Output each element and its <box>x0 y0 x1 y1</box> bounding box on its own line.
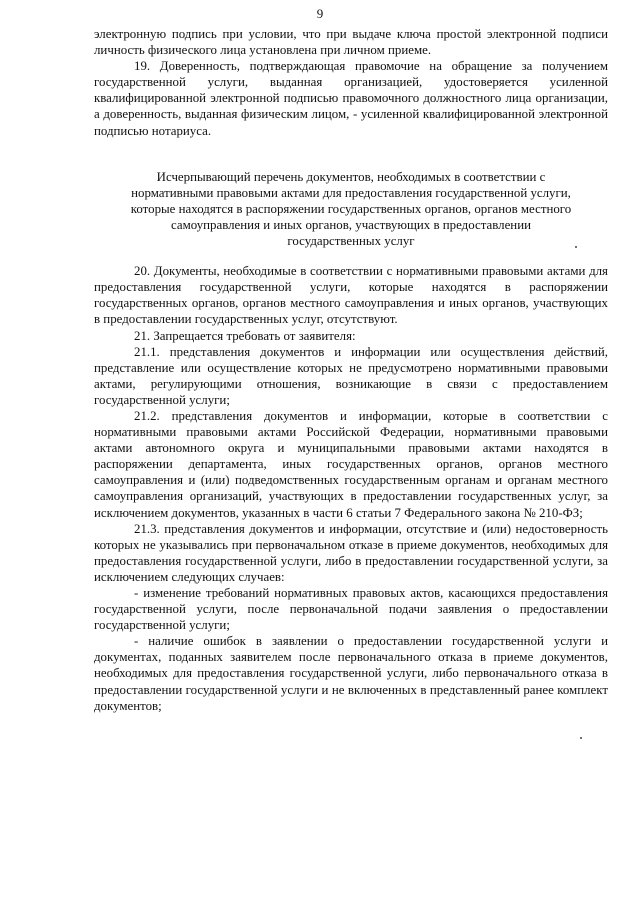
section-heading-line: Исчерпывающий перечень документов, необходимых в соответствии с <box>156 169 546 184</box>
scan-speck <box>580 737 582 739</box>
section-heading-line: которые находятся в распоряжении государственных органов, органов местного <box>130 201 572 216</box>
section-heading <box>94 169 608 249</box>
section-heading-line: самоуправления и иных органов, участвующих в предоставлении <box>170 217 531 232</box>
section-heading-line: государственных услуг <box>287 234 415 249</box>
paragraph-21-1: 21.1. представления документов и информации или осуществления действий, представление или осуществление которых не предусмотрено нормативными правовыми актами, регулирующими отношения, возникающие в связи с предоставлением государственной услуги; <box>94 344 608 407</box>
paragraph-21-2: 21.2. представления документов и информации, которые в соответствии с нормативными правовыми актами Российской Федерации, нормативными правовыми актами автономного округа и муниципальными правовыми актами находятся в распоряжении департамента, иных государственных органов, органов местного самоуправления и (или) подведомственных государственным органам и органам местного самоуправления организаций, участвующих в предоставлении государственных услуг, за исключением документов, указанных в части 6 статьи 7 Федерального закона № 210-ФЗ; <box>94 408 608 520</box>
paragraph-20: 20. Документы, необходимые в соответствии с нормативными правовыми актами для предоставления государственной услуги, которые находятся в распоряжении государственных органов, органов местного самоуправления и иных органов, участвующих в предоставлении государственных услуг, отсутствуют. <box>94 264 608 327</box>
section-heading-line: нормативными правовыми актами для предоставления государственной услуги, <box>131 185 571 200</box>
page-number: 9 <box>316 6 324 21</box>
scan-speck <box>575 246 577 248</box>
list-item-errors-in-application: - наличие ошибок в заявлении о предоставлении государственной услуги и документах, поданных заявителем после первоначального отказа в приеме документов, необходимых для предоставления государственной услуги, либо первоначального отказа в предоставлении государственной услуги и не включенных в представленный ранее комплект документов; <box>94 634 608 713</box>
paragraph-21-3: 21.3. представления документов и информации, отсутствие и (или) недостоверность которых не указывались при первоначальном отказе в приеме документов, необходимых для предоставления государственной услуги, либо в предоставлении государственной услуги, за исключением следующих случаев: <box>94 521 608 584</box>
paragraph-19: 19. Доверенность, подтверждающая правомочие на обращение за получением государственной услуги, выданная организацией, удостоверяется усиленной квалифицированной электронной подписью правомочного должностного лица организации, а доверенность, выданная физическим лицом, - усиленной квалифицированной электронной подписью нотариуса. <box>94 59 608 138</box>
document-body <box>94 26 608 714</box>
paragraph-21: 21. Запрещается требовать от заявителя: <box>134 328 356 343</box>
paragraph: электронную подпись при условии, что при выдаче ключа простой электронной подписи личность физического лица установлена при личном приеме. <box>94 27 608 58</box>
list-item-change-requirements: - изменение требований нормативных правовых актов, касающихся предоставления государственной услуги, после первоначальной подачи заявления о предоставлении государственной услуги; <box>94 586 608 633</box>
